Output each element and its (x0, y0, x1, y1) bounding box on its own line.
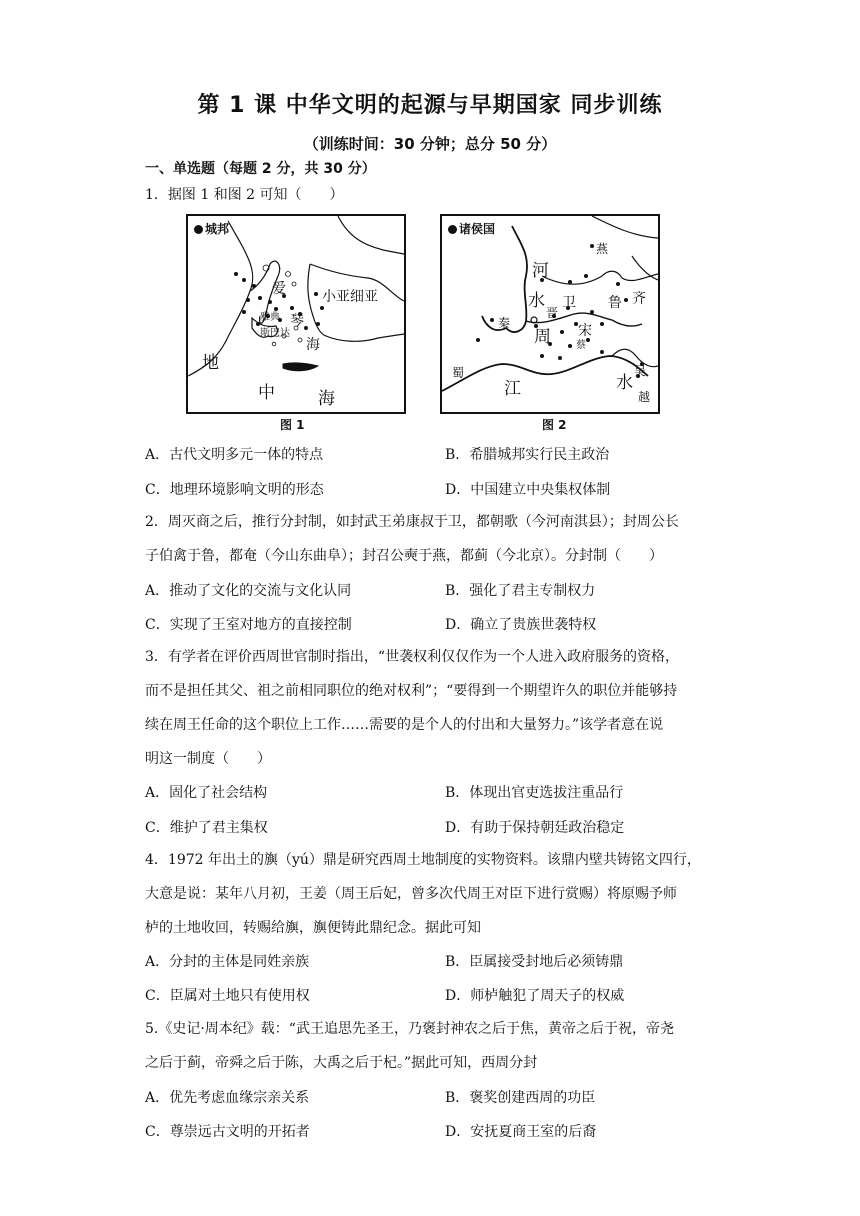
q2-option-a[interactable]: A．推动了文化的交流与文化认同 (145, 583, 352, 599)
q4-option-d[interactable]: D．师栌触犯了周天子的权威 (445, 988, 625, 1004)
map-label-zhong: 中 (258, 383, 275, 403)
q5-line-2: 之后于蓟，帝舜之后于陈，大禹之后于杞。”据此可知，西周分封 (145, 1055, 538, 1071)
question-4-stem (145, 843, 725, 945)
q4-line-3: 栌的土地收回，转赐给旟，旟便铸此鼎纪念。据此可知 (145, 920, 481, 936)
map-label-yue: 越 (638, 390, 651, 404)
q5-option-c[interactable]: C．尊崇远古文明的开拓者 (145, 1124, 310, 1140)
map-label-ai: 爱 (272, 281, 286, 297)
q4-line-2: 大意是说：某年八月初，王姜（周王后妃，曾多次代周王对臣下进行赏赐）将原赐予师 (145, 886, 677, 902)
q4-line-1: 4．1972 年出土的旟（yú）鼎是研究西周土地制度的实物资料。该鼎内壁共铸铭文四行， (145, 852, 701, 868)
q5-option-b[interactable]: B．褒奖创建西周的功臣 (445, 1090, 596, 1106)
q2-option-c[interactable]: C．实现了王室对地方的直接控制 (145, 617, 352, 633)
map-label-cai: 蔡 (576, 340, 586, 351)
map-label-zhou: 周 (534, 327, 551, 347)
figure-1-caption: 图 1 (280, 418, 305, 432)
q1-option-d[interactable]: D．中国建立中央集权体制 (445, 482, 611, 498)
map-label-yan: 燕 (596, 242, 609, 256)
map-label-hai-2: 海 (318, 389, 335, 409)
map-label-shui-2: 水 (616, 373, 633, 393)
question-2-stem (145, 505, 725, 573)
map-label-qin: 秦 (498, 316, 511, 330)
map-label-song: 宋 (578, 323, 592, 339)
q3-line-4: 明这一制度（ ） (145, 751, 271, 767)
q3-line-3: 续在周王任命的这个职位上工作……需要的是个人的付出和大量努力。”该学者意在说 (145, 717, 664, 733)
question-5-stem (145, 1012, 725, 1080)
question-3-stem (145, 640, 725, 776)
q1-option-c[interactable]: C．地理环境影响文明的形态 (145, 482, 324, 498)
q3-line-2: 而不是担任其父、祖之前相同职位的绝对权利”；“要得到一个期望许久的职位并能够持 (145, 683, 678, 699)
map-label-hai: 海 (306, 337, 320, 353)
figure-2-caption: 图 2 (542, 418, 567, 432)
page-subtitle: （训练时间：30 分钟；总分 50 分） (303, 135, 557, 153)
q3-option-a[interactable]: A．固化了社会结构 (145, 785, 268, 801)
q2-line-2: 子伯禽于鲁，都奄（今山东曲阜）；封召公奭于燕，都蓟（今北京）。分封制（ ） (145, 548, 663, 564)
map-china-legend: 诸侯国 (448, 220, 495, 237)
map-label-athens: 雅典 (260, 312, 280, 323)
q3-option-c[interactable]: C．维护了君主集权 (145, 820, 268, 836)
q4-option-c[interactable]: C．臣属对土地只有使用权 (145, 988, 310, 1004)
section-heading: 一、单选题（每题 2 分，共 30 分） (145, 161, 376, 177)
map-greece-legend: 城邦 (194, 220, 229, 237)
map-label-wei: 卫 (562, 295, 576, 311)
q2-option-b[interactable]: B．强化了君主专制权力 (445, 583, 596, 599)
city-state-dot-icon (194, 225, 203, 234)
q5-option-a[interactable]: A．优先考虑血缘宗亲关系 (145, 1090, 310, 1106)
map-label-qin: 琴 (290, 313, 304, 329)
map-label-shui: 水 (528, 291, 545, 311)
q1-option-a[interactable]: A．古代文明多元一体的特点 (145, 447, 324, 463)
vassal-state-dot-icon (448, 225, 457, 234)
q3-option-b[interactable]: B．体现出官吏选拔注重品行 (445, 785, 624, 801)
map-label-jin: 晋 (546, 306, 559, 320)
map-label-shu: 蜀 (452, 366, 465, 380)
map-label-sparta: 斯巴达 (260, 328, 290, 339)
map-label-asia-minor: 小亚细亚 (322, 289, 378, 305)
q5-line-1: 5.《史记·周本纪》载：“武王追思先圣王，乃褒封神农之后于焦，黄帝之后于祝，帝尧 (145, 1021, 674, 1037)
q3-line-1: 3．有学者在评价西周世官制时指出，“世袭权利仅仅作为一个人进入政府服务的资格， (145, 649, 680, 665)
page-title: 第 1 课 中华文明的起源与早期国家 同步训练 (197, 93, 663, 118)
map-label-wu: 吴 (634, 364, 647, 378)
map-label-jiang: 江 (504, 379, 521, 399)
q1-option-b[interactable]: B．希腊城邦实行民主政治 (445, 447, 610, 463)
q4-option-b[interactable]: B．臣属接受封地后必须铸鼎 (445, 954, 624, 970)
map-label-he: 河 (532, 261, 549, 281)
figure-maps (186, 214, 651, 434)
q3-option-d[interactable]: D．有助于保持朝廷政治稳定 (445, 820, 625, 836)
map-greece (186, 214, 406, 414)
q2-line-1: 2．周灭商之后，推行分封制，如封武王弟康叔于卫，都朝歌（今河南淇县）；封周公长 (145, 514, 679, 530)
map-label-di: 地 (202, 353, 219, 373)
q2-option-d[interactable]: D．确立了贵族世袭特权 (445, 617, 597, 633)
map-label-qi: 齐 (632, 291, 646, 307)
question-1-stem: 1．据图 1 和图 2 可知（ ） (145, 187, 344, 203)
map-china (440, 214, 660, 414)
q5-option-d[interactable]: D．安抚夏商王室的后裔 (445, 1124, 597, 1140)
map-label-lu: 鲁 (608, 295, 622, 311)
q4-option-a[interactable]: A．分封的主体是同姓亲族 (145, 954, 310, 970)
